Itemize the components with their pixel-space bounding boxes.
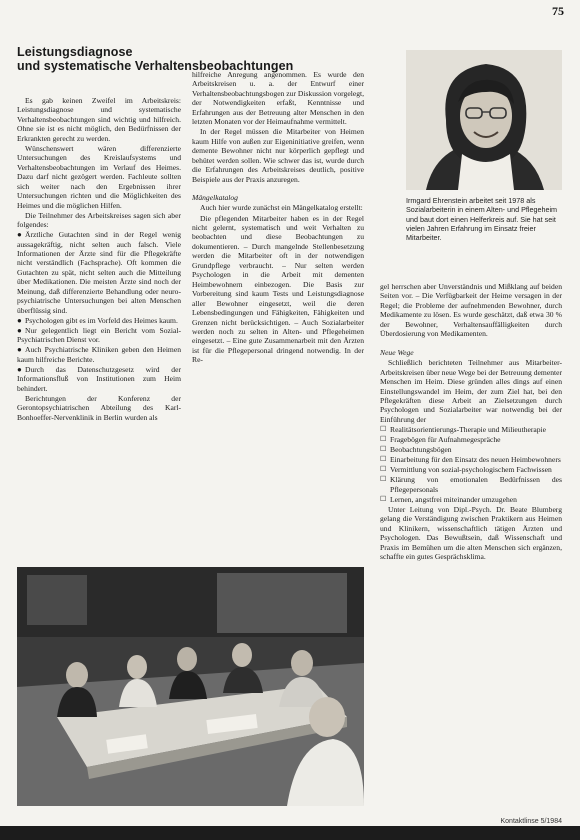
headline-line-1: Leistungsdiagnose xyxy=(17,45,133,59)
paragraph: Berichtungen der Konferenz der Gerontopsychiatrischen Abteilung des Karl-Bonhoeffer-Nervenklinik in Berlin wurden als xyxy=(17,393,181,422)
bullet-icon: ● xyxy=(17,315,22,325)
paragraph: Auch hier wurde zunächst ein Mängelkatalog erstellt: xyxy=(200,203,363,213)
bullet-item: ● Nur gelegentlich liegt ein Bericht vom Sozial-Psychiatrischen Dienst vor. xyxy=(17,325,181,345)
subheading: Mängelkatalog xyxy=(192,193,238,203)
portrait-image xyxy=(406,50,562,190)
bottom-band xyxy=(0,826,580,840)
bullet-icon: ● xyxy=(17,325,22,335)
bullet-icon: ● xyxy=(17,364,22,374)
page-number: 75 xyxy=(552,4,564,18)
group-photo-image xyxy=(17,567,364,806)
checkbox-icon: ☐ xyxy=(380,434,387,443)
paragraph: Unter Leitung von Dipl.-Psych. Dr. Beate Blumberg gelang die Verständigung zwischen Praktikern aus Heimen und Klinikern, wissenschaftlich tätigen Ärzten und Psychologen. Das Bewußtsein, daß Wissenschaft und Praxis im Bemühen um die alten Menschen sich ergänzen, schaffte ein gutes Gesprächsklima. xyxy=(380,504,562,561)
checkbox-icon: ☐ xyxy=(380,424,387,433)
article-headline xyxy=(17,45,347,73)
paragraph: gel herrschen aber Unverständnis und Mißklang auf beiden Seiten vor. – Die Verfügbarkeit der Heime versagen in der Regel; die Probleme der aufnehmenden Bewohner, durch Medikamente zu lösen. Es wurde geschätzt, daß etwa 30 % der Bewohner, Verhaltensauffälligkeiten durch Überdosierung von Medikamenten. xyxy=(380,282,562,339)
paragraph: hilfreiche Anregung angenommen. Es wurde den Arbeitskreisen u. a. der Entwurf einer Verhaltensbeobachtungsbogen zur Diskussion vorgelegt, der Notwendigkeiten erfaßt, Kenntnisse und Erfahrungen aus der Betreuung alter Menschen in den letzten Monaten vor der Heimaufnahme vermittelt. xyxy=(192,70,364,127)
bullet-icon: ● xyxy=(17,230,22,240)
portrait-photo xyxy=(406,50,562,190)
bullet-item: ● Durch das Datenschutzgesetz wird der Informationsfluß von Institutionen zum Heim behindert. xyxy=(17,364,181,393)
subheading: Neue Wege xyxy=(380,347,414,357)
checkbox-icon: ☐ xyxy=(380,475,387,484)
list-item: ☐ Klärung von emotionalen Bedürfnissen des Pflegepersonals xyxy=(380,475,562,494)
text-column-3 xyxy=(380,282,562,796)
paragraph: Wünschenswert wären differenzierte Untersuchungen des Kreislaufsystems und Verhaltensbeobachtungen im Verlauf des Heimes. Dazu darf nicht gezögert werden. Fachleute sollten sich weiter nach den Ergebnissen ihrer Untersuchungen richten und die Möglichkeiten des Heimes und die möglichen Hilfen. xyxy=(17,143,181,210)
group-photo xyxy=(17,567,364,806)
checkbox-icon: ☐ xyxy=(380,494,387,503)
bullet-item: ● Ärztliche Gutachten sind in der Regel wenig aussagekräftig, nicht selten auch falsch. Viele Informationen der Ärzte sind für die Pflegekräfte nicht verständlich (Fachsprache). Oft kommen die Gutachten zu spät, nicht selten auch die Mitteilung über Medikationen. Die meisten Ärzte sind noch der Meinung, daß differenzierte Behandlung oder neuro-psychiatrische Untersuchungen bei alten Menschen überflüssig sind. xyxy=(17,230,181,315)
paragraph: Schließlich berichteten Teilnehmer aus Mitarbeiter-Arbeitskreisen über neue Wege bei der Betreuung dementer Menschen im Heim. Diese gründen alles dings auf einen Einstellungswandel im Heim, der zum Ziel hat, bei den Pflegekräften diese Arbeit an Zielsetzungen durch Psychologen und Sozialarbeiter war notwendig bei der Einführung der xyxy=(380,358,562,424)
paragraph: Es gab keinen Zweifel im Arbeitskreis: Leistungsdiagnose und systematische Verhaltensbeobachtungen sind wichtig und hilfreich. Ohne sie ist es nicht möglich, den Bedürfnissen der Erkrankten gerecht zu werden. xyxy=(17,96,181,143)
paragraph: In der Regel müssen die Mitarbeiter von Heimen kaum Hilfe von außen zur Eigeninitiative greifen, wenn demente Bewohner nicht nur körperlich gepflegt und behütet werden sollen. Wie schwer das ist, wurde durch die Erfahrungen des Arbeitskreises deutlich, positive Beispiele aus der Praxis anzuregen. xyxy=(192,127,364,184)
headline-line-2: und systematische Verhaltensbeobachtungen xyxy=(17,59,294,73)
text-column-1 xyxy=(17,96,181,566)
list-item: ☐ Realitätsorientierungs-Therapie und Milieutherapie xyxy=(380,424,547,434)
checkbox-icon: ☐ xyxy=(380,465,387,474)
list-item: ☐ Einarbeitung für den Einsatz des neuen Heimbewohners xyxy=(380,455,561,465)
issue-footer: Kontaktlinse 5/1984 xyxy=(500,818,562,825)
list-item: ☐ Lernen, angstfrei miteinander umzugehen xyxy=(380,494,517,504)
paragraph: Die pflegenden Mitarbeiter haben es in der Regel nicht gelernt, systematisch und weit Verhalten zu beobachten und diese Beobachtungen zu dokumentieren. – Durch mangelnde Stellenbesetzung werden die Mitarbeiter oft in der notwendigen Grundpflege verbraucht. – Nur selten werden Psychologen in die Arbeit mit dementen Heimbewohnern einbezogen. Die Basis zur Vorbereitung sind kaum Tests und Leistungsdiagnose aller Bewohner eingesetzt, weil die deren Lebensbedingungen und Fähigkeiten, Fähigkeiten und Grenzen nicht berücksichtigen. – Auch Sozialarbeiter werden noch zu selten in Alten- und Pflegeheimen eingesetzt. – Eine gute Zusammenarbeit mit den Ärzten ist für die Pflegepersonal dringend notwendig. In der Re- xyxy=(192,213,364,365)
bullet-item: ● Psychologen gibt es im Vorfeld des Heimes kaum. xyxy=(17,315,178,325)
list-item: ☐ Fragebögen für Aufnahmegespräche xyxy=(380,434,501,444)
photo-caption: Irmgard Ehrenstein arbeitet seit 1978 als Sozialarbeiterin in einem Alten- und Pflegeheim und baut dort einen Helferkreis auf. Sie hat seit vielen Jahren Erfahrung im Einsatz freier Mitarbeiter. xyxy=(406,196,558,243)
checkbox-icon: ☐ xyxy=(380,455,387,464)
checkbox-icon: ☐ xyxy=(380,445,387,454)
list-item: ☐ Vermittlung von sozial-psychologischem Fachwissen xyxy=(380,465,552,475)
text-column-2 xyxy=(192,70,364,566)
list-item: ☐ Beobachtungsbögen xyxy=(380,445,452,455)
bullet-icon: ● xyxy=(17,345,22,355)
bullet-item: ● Auch Psychiatrische Kliniken geben den Heimen kaum hilfreiche Berichte. xyxy=(17,345,181,364)
paragraph: Die Teilnehmer des Arbeitskreises sagen sich aber folgendes: xyxy=(17,210,181,230)
